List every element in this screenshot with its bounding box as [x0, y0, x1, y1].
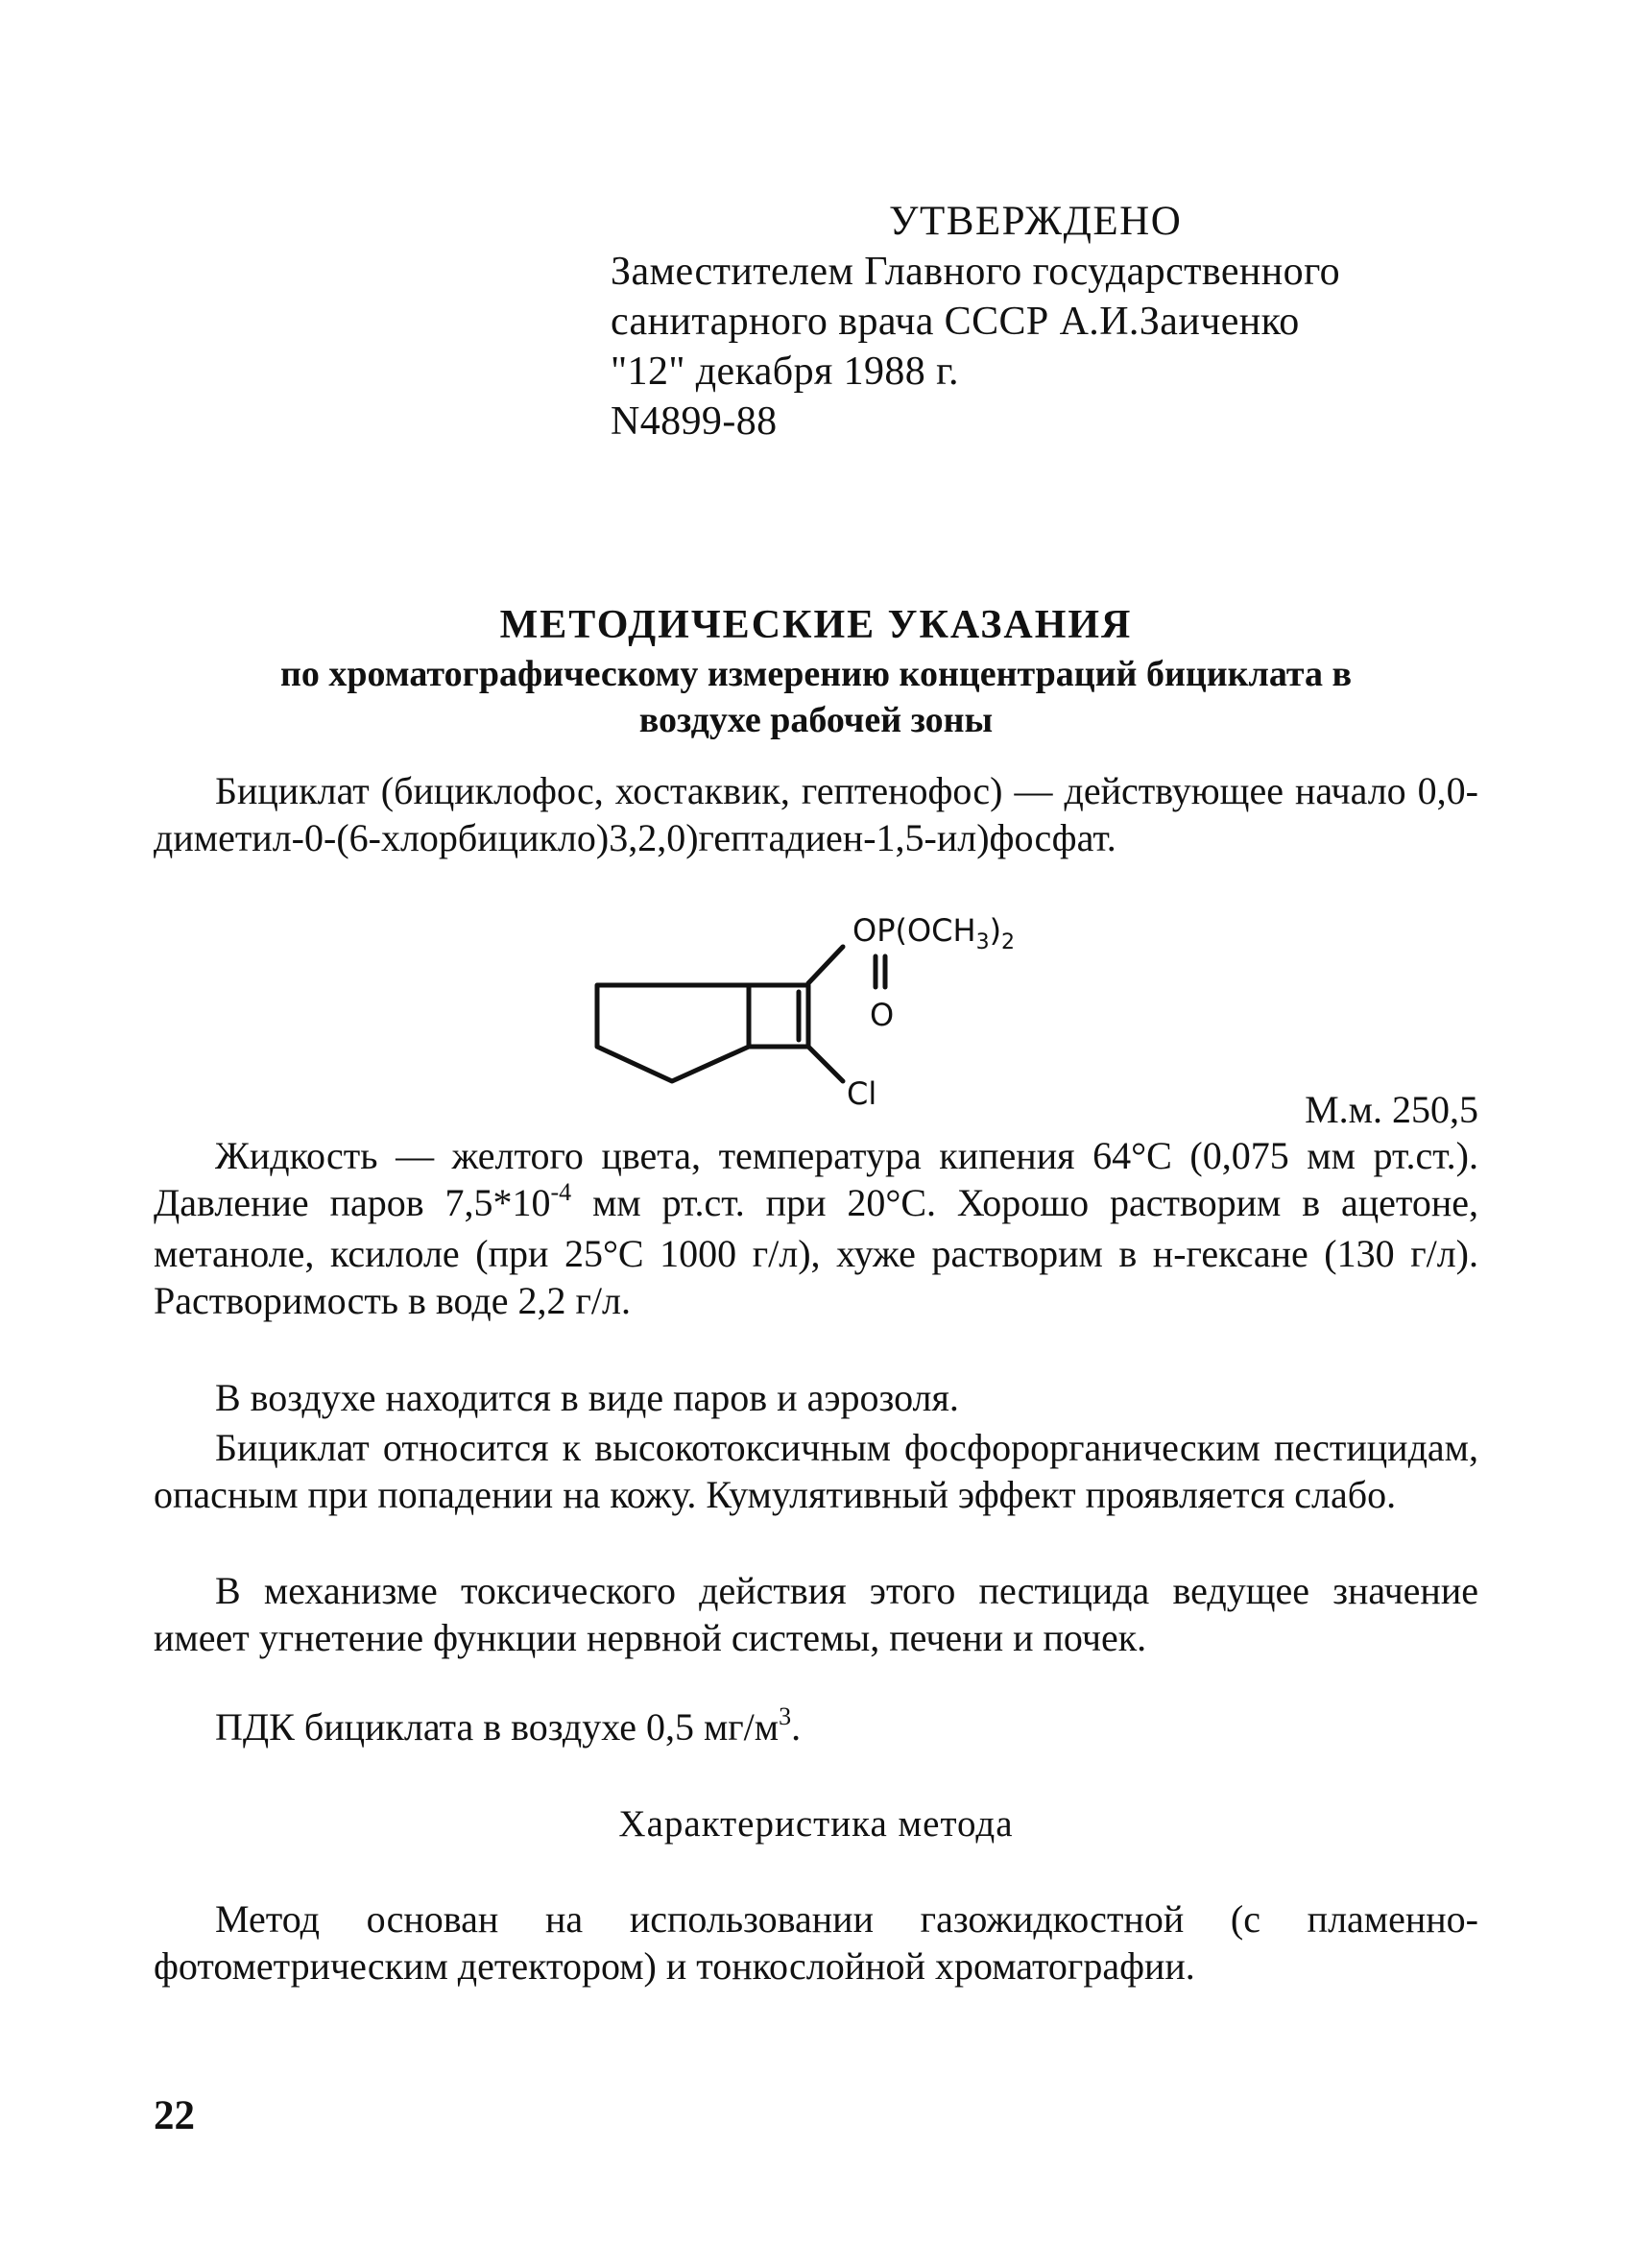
- seven-membered-ring: [597, 985, 749, 1081]
- title-subtitle-line-2: воздухе рабочей зоны: [638, 700, 994, 740]
- oxygen-label: O: [870, 997, 895, 1033]
- mechanism-paragraph: В механизме токсического действия этого пестицида ведущее значение имеет угнетение функции нервной системы, печени и почек.: [154, 1569, 1478, 1659]
- intro-paragraph: Бициклат (бициклофос, хостаквик, гептенофос) — действующее начало 0,0-диметил-0-(6-хлорбицикло)3,2,0)гептадиен-1,5-ил)фосфат.: [154, 769, 1478, 859]
- document-title: [125, 599, 1507, 743]
- toxicity-paragraph: Бициклат относится к высокотоксичным фосфорорганическим пестицидам, опасным при попадении на кожу. Кумулятивный эффект проявляется слабо.: [154, 1426, 1478, 1516]
- approval-line-1: Заместителем Главного государственного: [611, 250, 1341, 294]
- approval-line-3: "12" декабря 1988 г.: [611, 350, 959, 394]
- page-number: 22: [154, 2093, 195, 2138]
- approval-number: N4899-88: [611, 399, 778, 444]
- bond-to-phosphate: [808, 947, 843, 983]
- approval-block: [611, 197, 1340, 446]
- approval-title: УТВЕРЖДЕНО: [889, 199, 1183, 244]
- mac-paragraph: ПДК бициклата в воздухе 0,5 $мг/м^3$.: [215, 1702, 802, 1749]
- section-heading: Характеристика метода: [618, 1803, 1014, 1845]
- method-paragraph: Метод основан на использовании газожидкостной (с пламенно-фотометрическим детектором) и тонкослойной хроматографии.: [154, 1897, 1478, 1988]
- structural-formula: [576, 881, 1114, 1112]
- title-subtitle-line-1: по хроматографическому измерению концентраций бициклата в: [279, 654, 1353, 694]
- title-main: МЕТОДИЧЕСКИЕ УКАЗАНИЯ: [499, 603, 1133, 647]
- properties-paragraph: Жидкость — желтого цвета, температура кипения 64°С (0,075 мм рт.ст.). Давление паров $7,5*10^{-4}$ мм рт.ст. при 20°С. Хорошо растворим в ацетоне, метаноле, ксилоле (при 25°С 1000 г/л), хуже растворим в н-гексане (130 г/л). Растворимость в воде 2,2 г/л.: [154, 1134, 1478, 1322]
- approval-line-2: санитарного врача СССР А.И.Заиченко: [611, 300, 1300, 344]
- air-state-paragraph: В воздухе находится в виде паров и аэрозоля.: [215, 1376, 959, 1419]
- chlorine-label: Cl: [847, 1075, 877, 1112]
- bond-to-chlorine: [808, 1047, 843, 1081]
- phosphate-group-label: $OP(OCH_3)_2$: [852, 912, 1016, 954]
- molar-mass: М.м. 250,5: [1305, 1088, 1478, 1131]
